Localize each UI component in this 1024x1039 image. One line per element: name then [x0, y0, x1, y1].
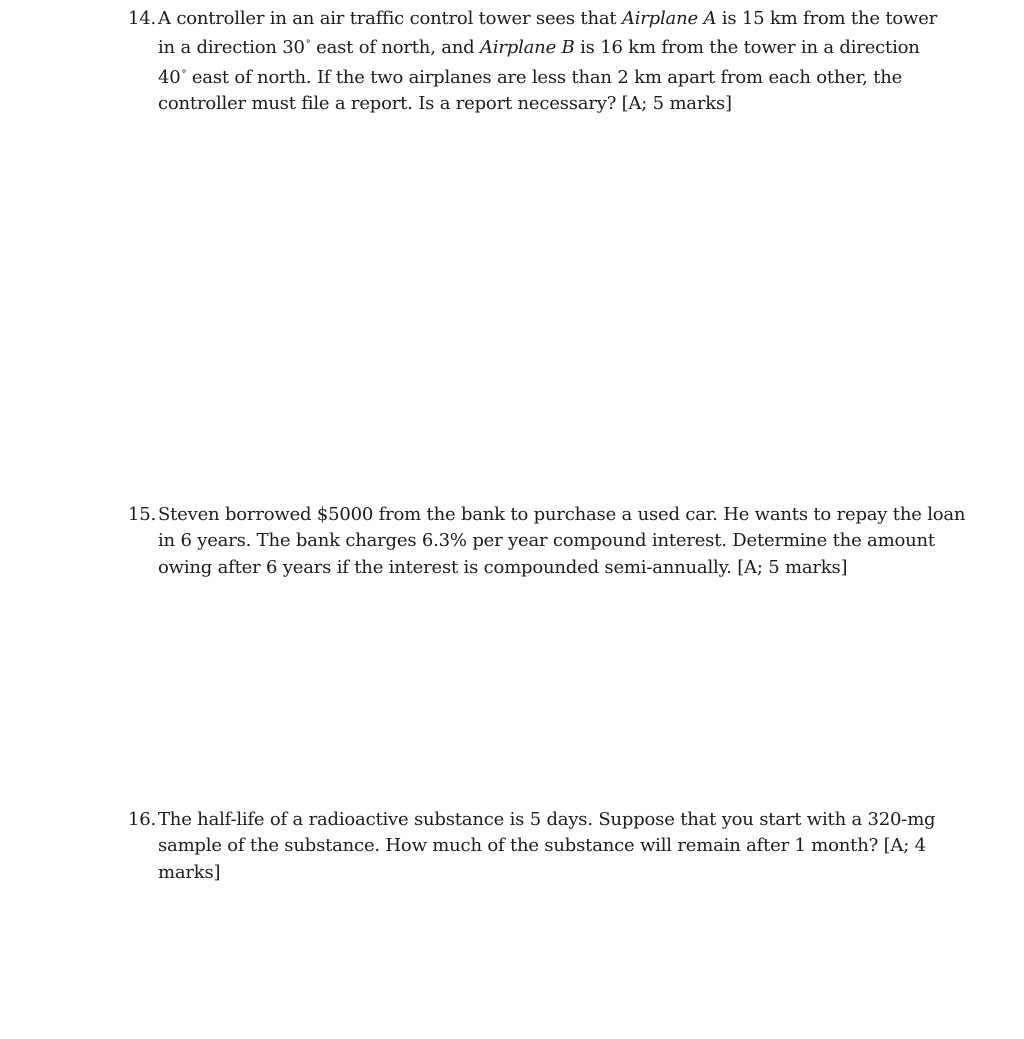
question-16 — [128, 807, 936, 886]
question-line — [158, 62, 918, 91]
question-15 — [128, 502, 966, 581]
question-14 — [128, 6, 938, 117]
question-text — [158, 807, 936, 886]
text-run: east of north, and — [310, 37, 481, 59]
degree-symbol: ° — [305, 39, 311, 51]
degree-symbol: ° — [181, 68, 187, 80]
question-text — [158, 6, 938, 117]
text-run: 40 — [158, 66, 181, 88]
text-run: controller must file a report. Is a report necessary? [A; 5 marks] — [158, 92, 732, 114]
question-number: 15. — [128, 504, 157, 525]
question-text — [158, 502, 966, 581]
text-run: east of north. If the two airplanes are less than 2 km apart from each other, the — [186, 66, 903, 88]
question-line: marks] — [158, 861, 221, 883]
question-line — [158, 91, 918, 117]
question-number: 16. — [128, 809, 157, 830]
text-run: is 16 km from the tower in a direction — [574, 37, 920, 59]
question-line: sample of the substance. How much of the substance will remain after 1 month? [A; 4 — [158, 835, 926, 857]
question-line: in 6 years. The bank charges 6.3% per year compound interest. Determine the amount — [158, 530, 935, 552]
text-run: A controller in an air traffic control tower sees that — [158, 8, 622, 29]
question-line: The half-life of a radioactive substance is 5 days. Suppose that you start with a 320-mg — [158, 809, 936, 830]
text-run: in a direction 30 — [158, 37, 305, 59]
text-run: is 15 km from the tower — [716, 8, 938, 29]
italic-term: Airplane A — [621, 8, 717, 29]
question-line: Steven borrowed $5000 from the bank to purchase a used car. He wants to repay the loan — [158, 504, 966, 525]
question-line — [158, 32, 918, 61]
question-number: 14. — [128, 8, 157, 29]
question-line — [158, 6, 938, 32]
italic-term: Airplane B — [480, 37, 575, 59]
question-line: owing after 6 years if the interest is compounded semi-annually. [A; 5 marks] — [158, 556, 848, 578]
